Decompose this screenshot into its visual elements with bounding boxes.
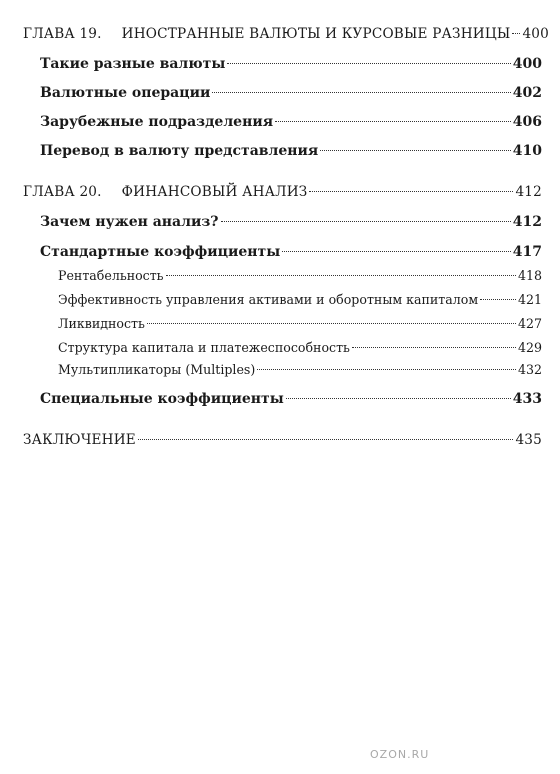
toc-section — [40, 244, 542, 260]
page-number: 429 — [517, 340, 542, 355]
conclusion-title: ЗАКЛЮЧЕНИЕ — [23, 432, 136, 448]
page-number: 418 — [517, 268, 542, 283]
toc-subsection — [58, 268, 542, 283]
dot-leader — [166, 275, 516, 276]
dot-leader — [286, 398, 511, 399]
dot-leader — [212, 92, 510, 93]
dot-leader — [227, 63, 510, 64]
chapter-number: ГЛАВА 19. — [23, 26, 102, 42]
dot-leader — [309, 191, 513, 192]
page-number: 400 — [512, 56, 542, 72]
chapter-number: ГЛАВА 20. — [23, 184, 102, 200]
page-number: 412 — [515, 184, 542, 200]
page-number: 432 — [517, 362, 542, 377]
dot-leader — [221, 221, 511, 222]
section-title: Стандартные коэффициенты — [40, 244, 281, 260]
page-number: 435 — [515, 432, 542, 448]
dot-leader — [480, 299, 516, 300]
section-title: Зачем нужен анализ? — [40, 214, 219, 230]
dot-leader — [320, 150, 511, 151]
page-number: 406 — [512, 114, 542, 130]
dot-leader — [147, 323, 516, 324]
subsection-title: Структура капитала и платежеспособность — [58, 340, 350, 355]
page-number: 417 — [512, 244, 542, 260]
page-number: 400 — [522, 26, 549, 42]
page-number: 427 — [517, 316, 542, 331]
page-number: 402 — [512, 85, 542, 101]
page-number: 410 — [512, 143, 542, 159]
ozon-watermark: OZON.RU — [370, 748, 430, 761]
toc-chapter-19 — [23, 26, 549, 42]
toc-section — [40, 56, 542, 72]
toc-subsection — [58, 362, 542, 377]
chapter-title: ИНОСТРАННЫЕ ВАЛЮТЫ И КУРСОВЫЕ РАЗНИЦЫ — [121, 26, 511, 42]
section-title: Валютные операции — [40, 85, 211, 101]
dot-leader — [257, 369, 516, 370]
toc-subsection — [58, 316, 542, 331]
dot-leader — [352, 347, 516, 348]
toc-section — [40, 114, 542, 130]
toc-subsection — [58, 292, 542, 307]
page-number: 412 — [512, 214, 542, 230]
dot-leader — [512, 33, 520, 34]
section-title: Специальные коэффициенты — [40, 391, 284, 407]
subsection-title: Мультипликаторы (Multiples) — [58, 362, 256, 377]
section-title: Зарубежные подразделения — [40, 114, 274, 130]
chapter-title: ФИНАНСОВЫЙ АНАЛИЗ — [121, 184, 308, 200]
dot-leader — [275, 121, 511, 122]
toc-section — [40, 143, 542, 159]
toc-conclusion — [23, 432, 542, 448]
toc-chapter-20 — [23, 184, 542, 200]
page-number: 433 — [512, 391, 542, 407]
subsection-title: Рентабельность — [58, 268, 164, 283]
dot-leader — [138, 439, 514, 440]
section-title: Перевод в валюту представления — [40, 143, 319, 159]
toc-subsection — [58, 340, 542, 355]
page-number: 421 — [517, 292, 542, 307]
section-title: Такие разные валюты — [40, 56, 226, 72]
subsection-title: Ликвидность — [58, 316, 145, 331]
toc-section — [40, 391, 542, 407]
subsection-title: Эффективность управления активами и оборотным капиталом — [58, 292, 479, 307]
toc-section — [40, 214, 542, 230]
toc-section — [40, 85, 542, 101]
dot-leader — [282, 251, 511, 252]
